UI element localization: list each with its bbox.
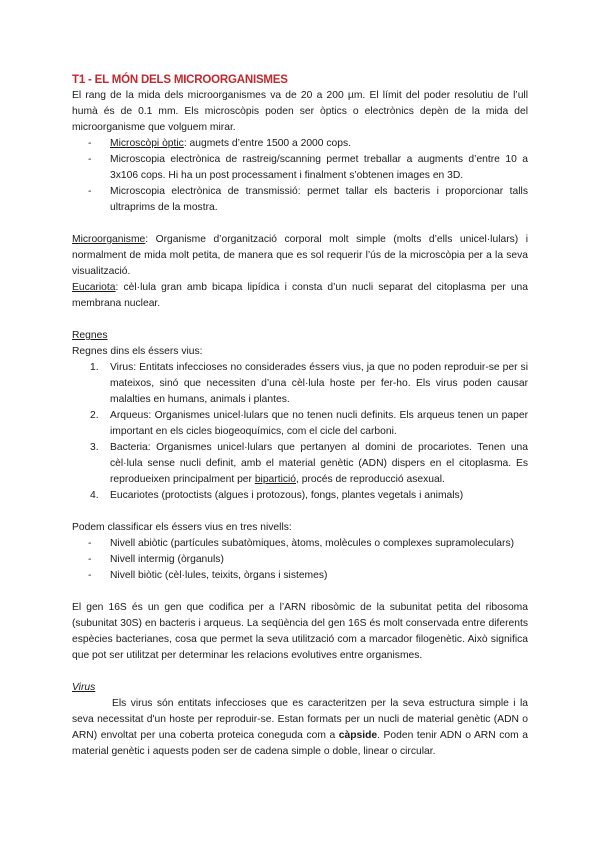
- bipartition-term: bipartició: [254, 474, 297, 485]
- list-number: 4.: [90, 490, 99, 501]
- virus-text: Els virus són entitats infeccioses que es caracteritzen per la seva estructura simple i la seva necessitat d'un hoste per reproduir-se. Estan formats per un nucli de material genètic (ADN o ARN) envoltat per una coberta proteica coneguda com a: [72, 698, 528, 741]
- list-item: [72, 184, 528, 216]
- document-body: [72, 72, 528, 760]
- regnes-list: [72, 360, 528, 504]
- list-item-text: Eucariotes (protoctists (algues i protozous), fongs, plantes vegetals i animals): [110, 490, 464, 501]
- list-number: 2.: [90, 410, 99, 421]
- list-item: [72, 440, 528, 488]
- list-item: [72, 152, 528, 184]
- microscope-optic-term: Microscòpi òptic: [110, 138, 184, 149]
- list-number: 3.: [90, 442, 99, 453]
- list-item: - Nivell biòtic (cèl·lules, teixits, òrgans i sistemes): [72, 568, 528, 584]
- levels-intro: Podem classificar els éssers vius en tres nivells:: [72, 522, 292, 533]
- virus-paragraph: [72, 696, 528, 760]
- list-item: [72, 408, 528, 440]
- definition-text: : cèl·lula gran amb bicapa lipídica i consta d’un nucli separat del citoplasma per una membrana nuclear.: [72, 282, 528, 309]
- page-title: T1 - EL MÓN DELS MICROORGANISMES: [72, 74, 288, 86]
- intro-paragraph: El rang de la mida dels microorganismes va de 20 a 200 µm. El límit del poder resolutiu de l’ull humà és de 0.1 mm. Els microscòpis poden ser òptics o electrònics depèn de la mida del microorganisme que volguem mirar.: [72, 90, 528, 133]
- levels-list: [72, 536, 528, 584]
- list-item: [72, 360, 528, 408]
- microscope-list: [72, 136, 528, 216]
- list-number: 1.: [90, 362, 99, 373]
- list-item: [72, 136, 528, 152]
- list-item: - Nivell intermig (òrganuls): [72, 552, 528, 568]
- gene-16s-paragraph: El gen 16S és un gen que codifica per a l’ARN ribosòmic de la subunitat petita del ribosoma (subunitat 30S) en bacteris i arqueus. La seqüència del gen 16S és molt conservada entre diferents espècies bacterianes, cosa que permet la seva utilització com a marcador filogenètic. Això significa que pot ser utilitzat per determinar les relacions evolutives entre organismes.: [72, 602, 528, 661]
- list-item: [72, 488, 528, 504]
- definition-eucariota: [72, 280, 528, 312]
- list-item-text: , procés de reproducció asexual.: [296, 474, 445, 485]
- list-item-text: Microscopia electrònica de rastreig/scanning permet treballar a augments d’entre 10 a 3x106 cops. Hi ha un post processament i finalment s’obtenen images en 3D.: [110, 154, 528, 181]
- list-item: - Nivell abiòtic (partícules subatòmiques, àtoms, molècules o complexes supramoleculars): [72, 536, 528, 552]
- list-item-text: Arqueus: Organismes unicel·lulars que no tenen nucli definits. Els arqueus tenen un paper important en els cicles biogeoquímics, com el cicle del carboni.: [110, 410, 528, 437]
- definition-microorganisme: [72, 232, 528, 280]
- list-item-text: : augmets d’entre 1500 a 2000 cops.: [183, 138, 351, 149]
- section-heading-virus: Virus: [72, 682, 96, 693]
- virus-text: . Poden tenir ADN o ARN com a material genètic i aquests poden ser de cadena simple o doble, linear o circular.: [72, 730, 528, 757]
- list-item-text: Virus: Entitats infeccioses no considerades éssers vius, ja que no poden reproduir-se per si mateixos, sinó que necessiten d’una cèl·lula hoste per fer-ho. Els virus poden causar malalties en humans, animals i plantes.: [110, 362, 528, 405]
- capside-term: càpside: [338, 730, 378, 741]
- list-item-text: Microscopia electrònica de transmissió: permet tallar els bacteris i proporcionar talls ultraprims de la mostra.: [110, 186, 528, 213]
- section-heading-regnes: Regnes: [72, 330, 108, 341]
- definition-term: Microorganisme: [72, 234, 146, 245]
- definition-term: Eucariota: [72, 282, 116, 293]
- regnes-intro: Regnes dins els éssers vius:: [72, 346, 203, 357]
- list-item-text: Bacteria: Organismes unicel·lulars que pertanyen al domini de procariotes. Tenen una cèl·lula sense nucli definit, amb el material genètic (ADN) dispers en el citoplasma. Es reprodueixen principalment per: [110, 442, 528, 485]
- definition-text: : Organisme d’organització corporal molt simple (molts d’ells unicel·lulars) i normalment de mida molt petita, de manera que es sol requerir l’ús de la microscòpia per a la seva visualització.: [72, 234, 528, 277]
